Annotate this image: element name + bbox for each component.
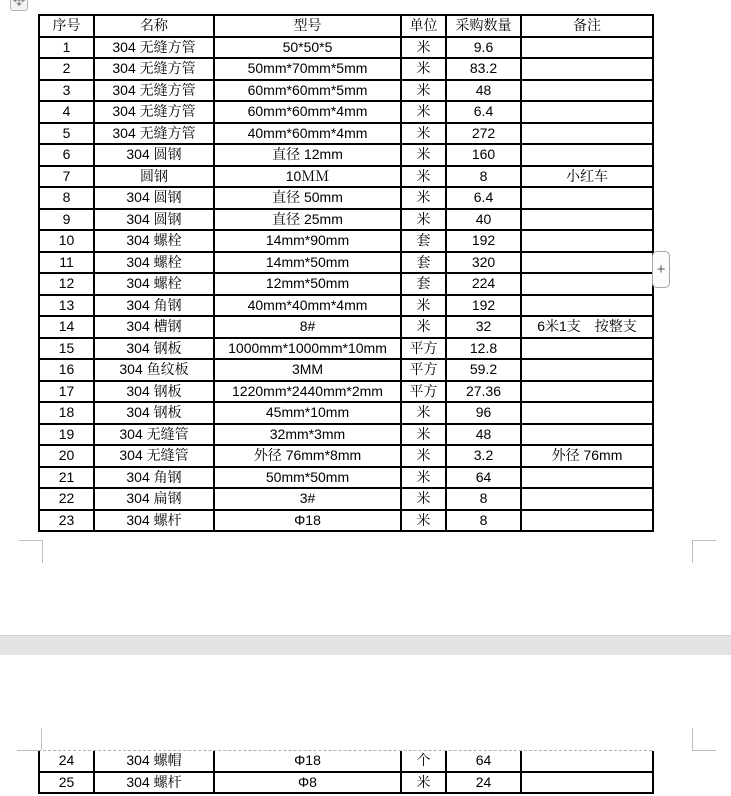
- table-cell[interactable]: 304 钢板: [94, 338, 214, 360]
- table-row: [39, 488, 653, 510]
- table-cell[interactable]: 60mm*60mm*4mm: [214, 101, 401, 123]
- table-cell[interactable]: [521, 230, 653, 252]
- table-cell[interactable]: 160: [446, 144, 521, 166]
- table-cell[interactable]: Φ8: [214, 772, 401, 794]
- table-cell[interactable]: 米: [401, 445, 446, 467]
- table-row: [39, 166, 653, 188]
- table-row: [39, 751, 653, 772]
- table-cell[interactable]: [521, 144, 653, 166]
- table-cell[interactable]: [521, 402, 653, 424]
- table-row: [39, 316, 653, 338]
- table-cell[interactable]: 304 无缝管: [94, 424, 214, 446]
- table-cell[interactable]: 6: [39, 144, 94, 166]
- table-cell[interactable]: 米: [401, 402, 446, 424]
- table-cell[interactable]: 套: [401, 230, 446, 252]
- table-cell[interactable]: 32: [446, 316, 521, 338]
- table-cell[interactable]: 1000mm*1000mm*10mm: [214, 338, 401, 360]
- table-cell[interactable]: [521, 273, 653, 295]
- table-cell[interactable]: [521, 467, 653, 489]
- table-cell[interactable]: [521, 772, 653, 794]
- table-cell[interactable]: 224: [446, 273, 521, 295]
- table-cell[interactable]: 13: [39, 295, 94, 317]
- table-cell[interactable]: 304 无缝管: [94, 445, 214, 467]
- table-cell[interactable]: 9.6: [446, 37, 521, 59]
- table-cell[interactable]: 16: [39, 359, 94, 381]
- table-cell[interactable]: [521, 37, 653, 59]
- table-row: [39, 101, 653, 123]
- page-break-gap: [0, 635, 731, 655]
- table-cell[interactable]: 12: [39, 273, 94, 295]
- table-cell[interactable]: [521, 381, 653, 403]
- table-row: [39, 252, 653, 274]
- table-cell[interactable]: 1: [39, 37, 94, 59]
- table-cell[interactable]: 5: [39, 123, 94, 145]
- margin-mark-p2-top-right-v: [692, 728, 693, 750]
- table-cell[interactable]: 15: [39, 338, 94, 360]
- table-cell[interactable]: 304 螺栓: [94, 230, 214, 252]
- table-cell[interactable]: 40: [446, 209, 521, 231]
- table-cell[interactable]: 64: [446, 751, 521, 772]
- table-cell[interactable]: 40mm*60mm*4mm: [214, 123, 401, 145]
- table-cell[interactable]: 米: [401, 37, 446, 59]
- table-row: [39, 230, 653, 252]
- table-cell[interactable]: 圆钢: [94, 166, 214, 188]
- table-cell[interactable]: 14mm*50mm: [214, 252, 401, 274]
- table-cell[interactable]: [521, 101, 653, 123]
- table-cell[interactable]: 50mm*50mm: [214, 467, 401, 489]
- table-cell[interactable]: 6米1支 按整支: [521, 316, 653, 338]
- table-header-row: [39, 15, 653, 37]
- table-row: [39, 402, 653, 424]
- table-cell[interactable]: 60mm*60mm*5mm: [214, 80, 401, 102]
- table-cell[interactable]: 8: [446, 166, 521, 188]
- table-cell[interactable]: [521, 187, 653, 209]
- table-cell[interactable]: 22: [39, 488, 94, 510]
- table-cell[interactable]: 米: [401, 209, 446, 231]
- move-icon: [13, 0, 25, 11]
- plus-icon[interactable]: +: [652, 251, 670, 288]
- table-cell[interactable]: 64: [446, 467, 521, 489]
- table-cell[interactable]: Φ18: [214, 751, 401, 772]
- table-cell[interactable]: 米: [401, 101, 446, 123]
- table-cell[interactable]: 外径 76mm: [521, 445, 653, 467]
- table-row: [39, 424, 653, 446]
- table-cell[interactable]: 8: [39, 187, 94, 209]
- table-cell[interactable]: 米: [401, 144, 446, 166]
- table-cell[interactable]: 83.2: [446, 58, 521, 80]
- table-cell[interactable]: 18: [39, 402, 94, 424]
- table-cell[interactable]: 23: [39, 510, 94, 532]
- table-header-cell[interactable]: 采购数量: [446, 15, 521, 37]
- table-cell[interactable]: 小红车: [521, 166, 653, 188]
- table-cell[interactable]: 304 螺杆: [94, 510, 214, 532]
- table-cell[interactable]: 50*50*5: [214, 37, 401, 59]
- table-cell[interactable]: 14mm*90mm: [214, 230, 401, 252]
- table-cell[interactable]: 米: [401, 295, 446, 317]
- table-cell[interactable]: 米: [401, 510, 446, 532]
- table-cell[interactable]: 304 螺栓: [94, 273, 214, 295]
- margin-mark-p1-bottom-left-v: [42, 540, 43, 563]
- table-cell[interactable]: 米: [401, 316, 446, 338]
- table-cell[interactable]: 304 钢板: [94, 402, 214, 424]
- table-cell[interactable]: 304 槽钢: [94, 316, 214, 338]
- table-row: [39, 144, 653, 166]
- table-cell[interactable]: 192: [446, 295, 521, 317]
- table-cell[interactable]: 304 螺栓: [94, 252, 214, 274]
- table-cell[interactable]: 304 圆钢: [94, 209, 214, 231]
- table-cell[interactable]: 304 角钢: [94, 467, 214, 489]
- table-cell[interactable]: 24: [39, 751, 94, 772]
- table-row: [39, 123, 653, 145]
- table-cell[interactable]: 直径 50mm: [214, 187, 401, 209]
- table-cell[interactable]: 21: [39, 467, 94, 489]
- table-move-handle[interactable]: [10, 0, 28, 11]
- table-cell[interactable]: 直径 12mm: [214, 144, 401, 166]
- table-row: [39, 467, 653, 489]
- table-header-cell[interactable]: 名称: [94, 15, 214, 37]
- table-cell[interactable]: 304 无缝方管: [94, 101, 214, 123]
- table-cell[interactable]: 19: [39, 424, 94, 446]
- table-cell[interactable]: 4: [39, 101, 94, 123]
- table-cell[interactable]: 1220mm*2440mm*2mm: [214, 381, 401, 403]
- table-header-cell[interactable]: 单位: [401, 15, 446, 37]
- table-cell[interactable]: 14: [39, 316, 94, 338]
- table-cell[interactable]: 50mm*70mm*5mm: [214, 58, 401, 80]
- table-header-cell[interactable]: 序号: [39, 15, 94, 37]
- table-cell[interactable]: [521, 488, 653, 510]
- margin-mark-p1-bottom-right-v: [692, 540, 693, 563]
- table-cell[interactable]: 2: [39, 58, 94, 80]
- table-cell[interactable]: 3.2: [446, 445, 521, 467]
- table-cell[interactable]: 米: [401, 166, 446, 188]
- table-cell[interactable]: 304 鱼纹板: [94, 359, 214, 381]
- table-row: [39, 772, 653, 794]
- table-cell[interactable]: 304 角钢: [94, 295, 214, 317]
- table-header-cell[interactable]: 备注: [521, 15, 653, 37]
- table-cell[interactable]: [521, 252, 653, 274]
- table-cell[interactable]: 304 钢板: [94, 381, 214, 403]
- table-cell[interactable]: 96: [446, 402, 521, 424]
- table-cell[interactable]: 304 扁钢: [94, 488, 214, 510]
- table-row: [39, 58, 653, 80]
- table-cell[interactable]: [521, 123, 653, 145]
- table-cell[interactable]: 12.8: [446, 338, 521, 360]
- table-cell[interactable]: 304 圆钢: [94, 144, 214, 166]
- table-cell[interactable]: 米: [401, 424, 446, 446]
- table-cell[interactable]: 272: [446, 123, 521, 145]
- table-cell[interactable]: 24: [446, 772, 521, 794]
- table-row: [39, 445, 653, 467]
- table-cell[interactable]: 304 螺帽: [94, 751, 214, 772]
- table-row: [39, 209, 653, 231]
- table-cell[interactable]: [521, 80, 653, 102]
- table-row: [39, 80, 653, 102]
- table-cell[interactable]: 8: [446, 488, 521, 510]
- table-cell[interactable]: 9: [39, 209, 94, 231]
- table-cell[interactable]: [521, 424, 653, 446]
- table-cell[interactable]: 304 圆钢: [94, 187, 214, 209]
- table-cell[interactable]: 米: [401, 80, 446, 102]
- table-cell[interactable]: 套: [401, 252, 446, 274]
- table-cell[interactable]: 7: [39, 166, 94, 188]
- procurement-table-page1: [38, 14, 654, 532]
- table-cell[interactable]: 8: [446, 510, 521, 532]
- table-cell[interactable]: Φ18: [214, 510, 401, 532]
- table-cell[interactable]: 320: [446, 252, 521, 274]
- margin-mark-p1-bottom-right-h: [692, 540, 716, 541]
- table-cell[interactable]: 3: [39, 80, 94, 102]
- table-cell[interactable]: 外径 76mm*8mm: [214, 445, 401, 467]
- table-cell[interactable]: 3MM: [214, 359, 401, 381]
- table-row: [39, 273, 653, 295]
- table-cell[interactable]: 平方: [401, 381, 446, 403]
- table-cell[interactable]: [521, 58, 653, 80]
- table-cell[interactable]: 32mm*3mm: [214, 424, 401, 446]
- table-cell[interactable]: 6.4: [446, 187, 521, 209]
- table-row: [39, 381, 653, 403]
- table-cell[interactable]: 米: [401, 58, 446, 80]
- table-cell[interactable]: 59.2: [446, 359, 521, 381]
- table-row: [39, 295, 653, 317]
- table-cell[interactable]: 304 无缝方管: [94, 80, 214, 102]
- table-cell[interactable]: 个: [401, 751, 446, 772]
- table-cell[interactable]: 48: [446, 80, 521, 102]
- table-cell[interactable]: 45mm*10mm: [214, 402, 401, 424]
- table-cell[interactable]: 11: [39, 252, 94, 274]
- table-cell[interactable]: 12mm*50mm: [214, 273, 401, 295]
- table-cell[interactable]: 304 无缝方管: [94, 123, 214, 145]
- table-cell[interactable]: 平方: [401, 338, 446, 360]
- table-row: [39, 187, 653, 209]
- table-cell[interactable]: 304 螺杆: [94, 772, 214, 794]
- table-cell[interactable]: 套: [401, 273, 446, 295]
- table-cell[interactable]: 米: [401, 772, 446, 794]
- table-cell[interactable]: 25: [39, 772, 94, 794]
- table-row: [39, 359, 653, 381]
- table-cell[interactable]: 米: [401, 467, 446, 489]
- table-cell[interactable]: 192: [446, 230, 521, 252]
- table-cell[interactable]: 27.36: [446, 381, 521, 403]
- table-cell[interactable]: [521, 751, 653, 772]
- table-cell[interactable]: 20: [39, 445, 94, 467]
- table-cell[interactable]: 米: [401, 488, 446, 510]
- table-cell[interactable]: 10: [39, 230, 94, 252]
- margin-mark-p1-bottom-left-h: [19, 540, 43, 541]
- table-cell[interactable]: [521, 338, 653, 360]
- table-row: [39, 510, 653, 532]
- table-cell[interactable]: 6.4: [446, 101, 521, 123]
- table-cell[interactable]: 17: [39, 381, 94, 403]
- table-cell[interactable]: 米: [401, 187, 446, 209]
- procurement-table-page2: [38, 751, 654, 794]
- table-cell[interactable]: [521, 295, 653, 317]
- table-cell[interactable]: 10ＭＭ: [214, 166, 401, 188]
- table-cell[interactable]: 304 无缝方管: [94, 58, 214, 80]
- table-header-cell[interactable]: 型号: [214, 15, 401, 37]
- table-row: [39, 37, 653, 59]
- table-cell[interactable]: 米: [401, 123, 446, 145]
- table-cell[interactable]: 3#: [214, 488, 401, 510]
- table-row: [39, 338, 653, 360]
- table-cell[interactable]: 304 无缝方管: [94, 37, 214, 59]
- table-cell[interactable]: [521, 209, 653, 231]
- table-cell[interactable]: 平方: [401, 359, 446, 381]
- table-cell[interactable]: 40mm*40mm*4mm: [214, 295, 401, 317]
- table-cell[interactable]: [521, 359, 653, 381]
- margin-mark-p2-top-left-v: [41, 728, 42, 750]
- table-cell[interactable]: 直径 25mm: [214, 209, 401, 231]
- table-cell[interactable]: 8#: [214, 316, 401, 338]
- table-cell[interactable]: [521, 510, 653, 532]
- table-cell[interactable]: 48: [446, 424, 521, 446]
- margin-mark-p2-top-right-h: [692, 750, 716, 751]
